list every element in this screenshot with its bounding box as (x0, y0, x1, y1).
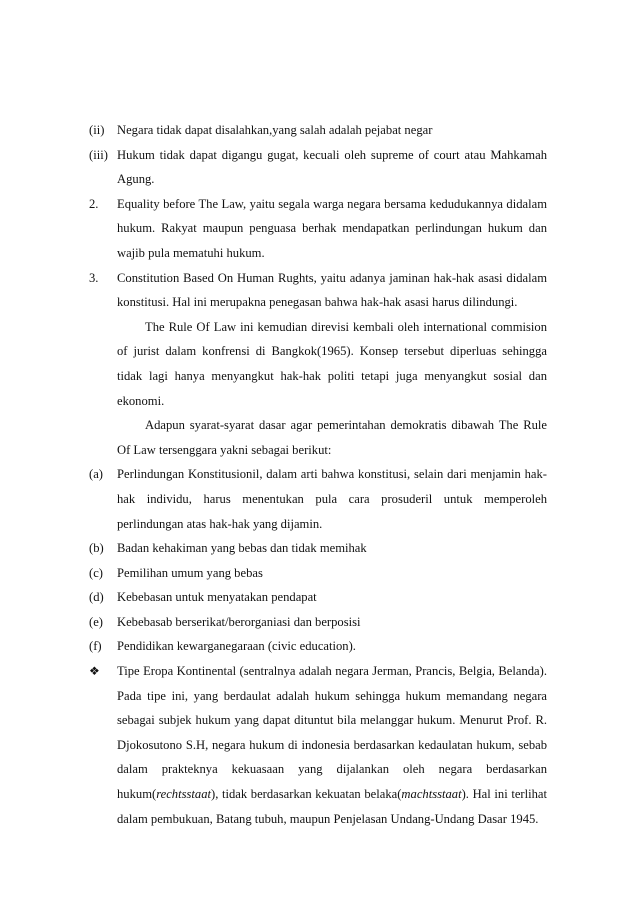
list-item-text: Negara tidak dapat disalahkan,yang salah adalah pejabat negar (117, 123, 433, 137)
list-item-text: Pemilihan umum yang bebas (117, 565, 263, 580)
list-item-text: Hukum tidak dapat digangu gugat, kecuali oleh supreme of court atau Mahkamah Agung. (117, 147, 547, 187)
bullet-item-eropa-kontinental (89, 659, 547, 831)
italic-term-rechtsstaat: rechtsstaat (156, 787, 211, 802)
requirement-item-a (89, 462, 547, 536)
paragraph-text: The Rule Of Law ini kemudian direvisi kembali oleh international commision of jurist dalam konfrensi di Bangkok(1965). Konsep tersebut diperluas sehingga tidak lagi hanya menyangkut hak-hak politi tetapi juga menyangkut sosial dan ekonomi. (117, 319, 547, 408)
requirement-item-d (89, 585, 547, 610)
requirement-item-b (89, 536, 547, 561)
diamond-bullet-icon: ❖ (89, 664, 100, 679)
italic-term-machtsstaat: machtsstaat (401, 787, 462, 802)
list-item-text: Pendidikan kewarganegaraan (civic education). (117, 639, 356, 654)
list-marker: (f) (89, 639, 102, 654)
requirement-item-e (89, 610, 547, 635)
list-item-text: Constitution Based On Human Rughts, yaitu adanya jaminan hak-hak asasi didalam konstitusi. Hal ini merupakna penegasan bahwa hak-hak asasi harus dilindungi. (117, 270, 547, 310)
list-item-iii (89, 143, 547, 192)
paragraph-rule-of-law-revision (89, 315, 547, 413)
list-item-text: Perlindungan Konstitusionil, dalam arti bahwa konstitusi, selain dari menjamin hak-hak individu, harus menentukan pula cara prosuderil untuk memperoleh perlindungan atas hak-hak yang dijamin. (117, 467, 547, 531)
page-body (89, 118, 547, 831)
list-item-text: Kebebasan untuk menyatakan pendapat (117, 590, 317, 605)
list-item-text: Kebebasab berserikat/berorganiasi dan berposisi (117, 614, 361, 629)
list-marker: (ii) (89, 123, 105, 137)
list-marker: (b) (89, 541, 104, 556)
bullet-item-text: Tipe Eropa Kontinental (sentralnya adalah negara Jerman, Prancis, Belgia, Belanda). Pada tipe ini, yang berdaulat adalah hukum sehingga hukum memandang negara sebagai subjek hukum yang dapat dituntut bila melanggar hukum. Menurut Prof. R. Djokosutono S.H, negara hukum di indonesia berdasarkan kedaulatan hukum, sebab dalam prakteknya kekuasaan yang dijalankan oleh negara berdasarkan hukum(rechtsstaat), tidak berdasarkan kekuatan belaka(machtsstaat). Hal ini terlihat dalam pembukuan, Batang tubuh, maupun Penjelasan Undang-Undang Dasar 1945. (117, 664, 547, 826)
list-item-text: Badan kehakiman yang bebas dan tidak memihak (117, 541, 367, 556)
paragraph-requirements-intro (89, 413, 547, 462)
list-marker: (c) (89, 565, 103, 580)
list-item-3 (89, 266, 547, 315)
list-item-2 (89, 192, 547, 266)
list-marker: 2. (89, 196, 99, 211)
requirement-item-c (89, 561, 547, 586)
list-marker: 3. (89, 270, 99, 285)
list-item-text: Equality before The Law, yaitu segala warga negara bersama kedudukannya didalam hukum. Rakyat maupun penguasa berhak mendapatkan perlindungan hukum dan wajib pula mematuhi hukum. (117, 196, 547, 260)
paragraph-text: Adapun syarat-syarat dasar agar pemerintahan demokratis dibawah The Rule Of Law tersenggara yakni sebagai berikut: (117, 418, 547, 457)
list-marker: (a) (89, 467, 103, 482)
list-marker: (e) (89, 614, 103, 629)
list-item-ii (89, 118, 547, 143)
list-marker: (d) (89, 590, 104, 605)
requirement-item-f (89, 634, 547, 659)
list-marker: (iii) (89, 147, 108, 162)
